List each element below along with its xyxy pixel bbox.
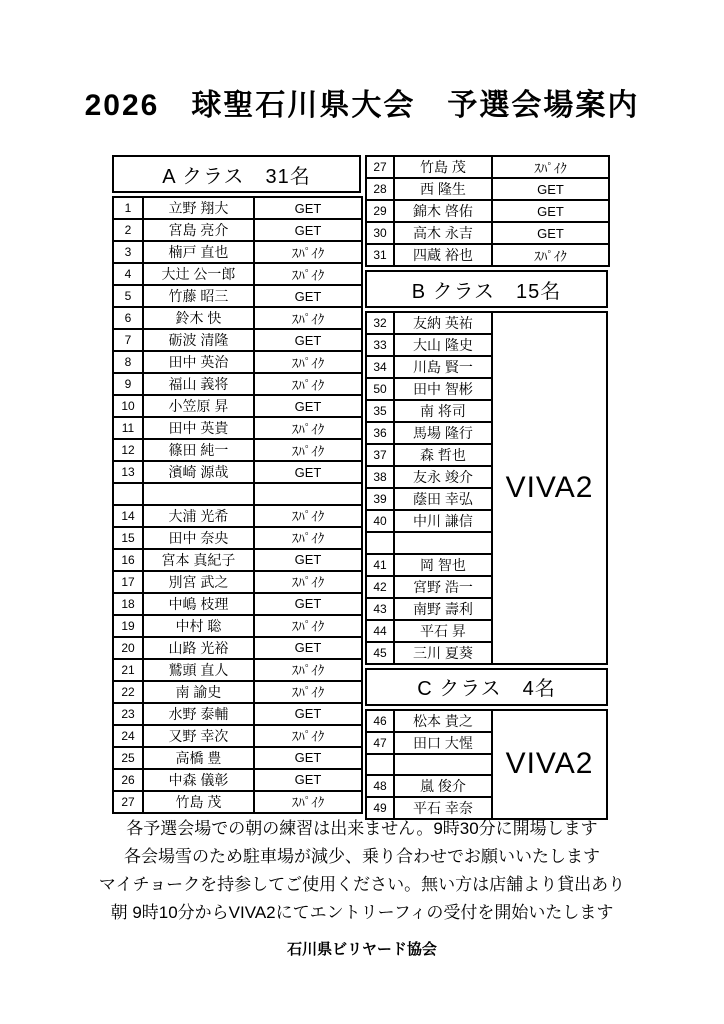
table-row	[366, 576, 492, 598]
table-row	[366, 754, 492, 776]
table-row	[113, 659, 362, 681]
entry-number: 3	[113, 241, 143, 263]
entry-number: 30	[366, 222, 394, 244]
table-row	[366, 620, 492, 642]
entry-number: 21	[113, 659, 143, 681]
entry-number: 49	[366, 797, 394, 819]
table-row	[113, 373, 362, 395]
entry-number: 8	[113, 351, 143, 373]
entry-number: 46	[366, 710, 394, 732]
entry-number: 35	[366, 400, 394, 422]
entry-name	[394, 532, 492, 554]
table-row	[366, 378, 492, 400]
entry-number: 18	[113, 593, 143, 615]
entry-number: 43	[366, 598, 394, 620]
entry-number: 1	[113, 197, 143, 219]
entry-name: 高木 永吉	[394, 222, 492, 244]
entry-number: 41	[366, 554, 394, 576]
table-row	[366, 466, 492, 488]
table-row	[113, 791, 362, 813]
entry-venue: ｽﾊﾟｲｸ	[254, 725, 362, 747]
entry-number: 50	[366, 378, 394, 400]
table-row	[113, 571, 362, 593]
table-row	[113, 769, 362, 791]
entry-venue: ｽﾊﾟｲｸ	[254, 571, 362, 593]
entry-name: 田中 奈央	[143, 527, 254, 549]
notes-block	[0, 815, 724, 927]
table-row	[366, 554, 492, 576]
table-row	[366, 710, 492, 732]
entry-venue: ｽﾊﾟｲｸ	[254, 307, 362, 329]
class-b-table	[365, 311, 493, 665]
entry-venue: GET	[254, 219, 362, 241]
table-row	[366, 156, 609, 178]
entry-name: 西 隆生	[394, 178, 492, 200]
table-row	[113, 483, 362, 505]
entry-number: 32	[366, 312, 394, 334]
class-c-venue-cell: VIVA2	[491, 709, 608, 821]
entry-number: 40	[366, 510, 394, 532]
class-a-column	[112, 155, 361, 814]
table-row	[366, 400, 492, 422]
entry-name: 四蔵 裕也	[394, 244, 492, 266]
table-row	[113, 461, 362, 483]
entry-number: 16	[113, 549, 143, 571]
class-a-header: A クラス 31名	[112, 155, 361, 193]
entry-number: 34	[366, 356, 394, 378]
entry-name: 中嶋 枝理	[143, 593, 254, 615]
entry-number: 20	[113, 637, 143, 659]
entry-name: 別宮 武之	[143, 571, 254, 593]
note-line: 朝 9時10分からVIVA2にてエントリーフィの受付を開始いたします	[110, 903, 614, 922]
entry-name: 南野 壽利	[394, 598, 492, 620]
table-row	[366, 200, 609, 222]
class-b-venue-cell: VIVA2	[491, 311, 608, 665]
table-row	[113, 197, 362, 219]
class-a-table	[112, 196, 363, 814]
entry-number: 39	[366, 488, 394, 510]
entry-number: 47	[366, 732, 394, 754]
venue-tables	[112, 155, 608, 820]
entry-name: 又野 幸次	[143, 725, 254, 747]
table-row	[113, 219, 362, 241]
entry-name: 楠戸 直也	[143, 241, 254, 263]
entry-name: 竹島 茂	[143, 791, 254, 813]
entry-name: 大浦 光希	[143, 505, 254, 527]
table-row	[113, 241, 362, 263]
note-line: 各会場雪のため駐車場が減少、乗り合わせでお願いいたします	[124, 847, 600, 866]
entry-number: 10	[113, 395, 143, 417]
entry-venue: GET	[254, 329, 362, 351]
entry-name: 森 哲也	[394, 444, 492, 466]
entry-number: 44	[366, 620, 394, 642]
table-row	[113, 725, 362, 747]
table-row	[366, 312, 492, 334]
entry-venue: GET	[254, 703, 362, 725]
entry-name: 高橋 豊	[143, 747, 254, 769]
entry-number: 12	[113, 439, 143, 461]
entry-number: 24	[113, 725, 143, 747]
entry-venue: GET	[254, 395, 362, 417]
entry-number: 22	[113, 681, 143, 703]
entry-name: 平石 昇	[394, 620, 492, 642]
entry-name: 田中 英貴	[143, 417, 254, 439]
entry-number: 14	[113, 505, 143, 527]
entry-name: 大辻 公一郎	[143, 263, 254, 285]
entry-name: 南 諭史	[143, 681, 254, 703]
entry-venue: ｽﾊﾟｲｸ	[254, 351, 362, 373]
entry-number: 27	[366, 156, 394, 178]
table-row	[366, 422, 492, 444]
table-row	[366, 222, 609, 244]
table-row	[366, 775, 492, 797]
entry-number: 7	[113, 329, 143, 351]
table-row	[366, 244, 609, 266]
table-row	[366, 642, 492, 664]
entry-number: 4	[113, 263, 143, 285]
entry-name: 山路 光裕	[143, 637, 254, 659]
entry-name: 中川 謙信	[394, 510, 492, 532]
entry-name: 平石 幸奈	[394, 797, 492, 819]
entry-name: 鈴木 快	[143, 307, 254, 329]
entry-venue: ｽﾊﾟｲｸ	[254, 263, 362, 285]
class-c-section	[365, 709, 608, 821]
entry-name: 鷲頭 直人	[143, 659, 254, 681]
note-line: マイチョークを持参してご使用ください。無い方は店舗より貸出あり	[98, 875, 626, 894]
table-row	[113, 439, 362, 461]
table-row	[113, 527, 362, 549]
entry-venue: GET	[492, 178, 609, 200]
class-b-header: B クラス 15名	[365, 270, 608, 308]
entry-number: 29	[366, 200, 394, 222]
entry-number: 37	[366, 444, 394, 466]
entry-venue: GET	[254, 197, 362, 219]
entry-name	[143, 483, 254, 505]
entry-name: 三川 夏葵	[394, 642, 492, 664]
entry-venue: ｽﾊﾟｲｸ	[254, 439, 362, 461]
table-row	[366, 488, 492, 510]
entry-venue: GET	[254, 593, 362, 615]
table-row	[366, 178, 609, 200]
entry-venue: GET	[254, 747, 362, 769]
entry-venue: ｽﾊﾟｲｸ	[492, 156, 609, 178]
entry-number: 23	[113, 703, 143, 725]
entry-name: 水野 泰輔	[143, 703, 254, 725]
table-row	[113, 351, 362, 373]
note-line: 各予選会場での朝の練習は出来ません。9時30分に開場します	[126, 819, 598, 838]
table-row	[366, 444, 492, 466]
entry-venue: GET	[492, 200, 609, 222]
entry-number: 11	[113, 417, 143, 439]
entry-venue: GET	[254, 549, 362, 571]
entry-name: 嵐 俊介	[394, 775, 492, 797]
table-row	[113, 307, 362, 329]
entry-number: 13	[113, 461, 143, 483]
entry-name: 篠田 純一	[143, 439, 254, 461]
entry-number: 6	[113, 307, 143, 329]
table-row	[366, 532, 492, 554]
entry-name: 竹藤 昭三	[143, 285, 254, 307]
entry-number: 25	[113, 747, 143, 769]
entry-name: 宮島 亮介	[143, 219, 254, 241]
entry-venue: GET	[492, 222, 609, 244]
class-c-table	[365, 709, 493, 821]
entry-name: 砺波 清隆	[143, 329, 254, 351]
entry-name: 蔭田 幸弘	[394, 488, 492, 510]
entry-name: 田口 大惺	[394, 732, 492, 754]
entry-number: 36	[366, 422, 394, 444]
table-row	[113, 747, 362, 769]
entry-name: 松本 貴之	[394, 710, 492, 732]
table-row	[113, 285, 362, 307]
entry-name: 濱崎 源哉	[143, 461, 254, 483]
table-row	[113, 593, 362, 615]
entry-name: 竹島 茂	[394, 156, 492, 178]
entry-name	[394, 754, 492, 776]
entry-name: 大山 隆史	[394, 334, 492, 356]
entry-number: 9	[113, 373, 143, 395]
entry-name: 中村 聡	[143, 615, 254, 637]
entry-name: 岡 智也	[394, 554, 492, 576]
entry-name: 友永 竣介	[394, 466, 492, 488]
table-row	[366, 510, 492, 532]
entry-number	[366, 532, 394, 554]
organization-name: 石川県ビリヤード協会	[287, 941, 437, 958]
entry-number: 26	[113, 769, 143, 791]
entry-venue: ｽﾊﾟｲｸ	[254, 681, 362, 703]
table-row	[366, 356, 492, 378]
entry-number: 48	[366, 775, 394, 797]
entry-number: 15	[113, 527, 143, 549]
table-row	[113, 681, 362, 703]
class-b-section	[365, 311, 608, 665]
entry-venue: GET	[254, 461, 362, 483]
entry-venue: GET	[254, 769, 362, 791]
entry-venue: ｽﾊﾟｲｸ	[254, 791, 362, 813]
entry-name: 立野 翔大	[143, 197, 254, 219]
entry-number: 19	[113, 615, 143, 637]
table-row	[113, 263, 362, 285]
entry-name: 田中 英治	[143, 351, 254, 373]
entry-name: 宮野 浩一	[394, 576, 492, 598]
table-row	[113, 395, 362, 417]
entry-name: 友納 英祐	[394, 312, 492, 334]
table-row	[113, 417, 362, 439]
entry-venue: ｽﾊﾟｲｸ	[254, 417, 362, 439]
entry-name: 川島 賢一	[394, 356, 492, 378]
entry-number: 45	[366, 642, 394, 664]
class-c-header: C クラス 4名	[365, 668, 608, 706]
entry-name: 馬場 隆行	[394, 422, 492, 444]
table-row	[113, 505, 362, 527]
entry-venue: ｽﾊﾟｲｸ	[492, 244, 609, 266]
entry-name: 南 将司	[394, 400, 492, 422]
entry-number: 5	[113, 285, 143, 307]
entry-number: 31	[366, 244, 394, 266]
entry-name: 小笠原 昇	[143, 395, 254, 417]
table-row	[366, 598, 492, 620]
entry-name: 錦木 啓佑	[394, 200, 492, 222]
entry-number: 2	[113, 219, 143, 241]
table-row	[366, 334, 492, 356]
table-row	[366, 732, 492, 754]
entry-venue: ｽﾊﾟｲｸ	[254, 659, 362, 681]
entry-venue: GET	[254, 285, 362, 307]
entry-name: 宮本 真紀子	[143, 549, 254, 571]
entry-number	[113, 483, 143, 505]
entry-number: 42	[366, 576, 394, 598]
table-row	[113, 615, 362, 637]
entry-venue: ｽﾊﾟｲｸ	[254, 373, 362, 395]
entry-number: 17	[113, 571, 143, 593]
entry-venue: GET	[254, 637, 362, 659]
entry-number: 27	[113, 791, 143, 813]
entry-number: 33	[366, 334, 394, 356]
page-title: 2026 球聖石川県大会 予選会場案内	[84, 89, 640, 122]
class-a-overflow-table	[365, 155, 610, 267]
table-row	[113, 637, 362, 659]
entry-number: 28	[366, 178, 394, 200]
entry-name: 福山 義将	[143, 373, 254, 395]
entry-name: 田中 智彬	[394, 378, 492, 400]
table-row	[113, 549, 362, 571]
table-row	[113, 329, 362, 351]
entry-number	[366, 754, 394, 776]
entry-venue: ｽﾊﾟｲｸ	[254, 527, 362, 549]
entry-venue: ｽﾊﾟｲｸ	[254, 241, 362, 263]
entry-venue	[254, 483, 362, 505]
table-row	[113, 703, 362, 725]
entry-venue: ｽﾊﾟｲｸ	[254, 505, 362, 527]
class-bc-column	[365, 155, 608, 820]
entry-venue: ｽﾊﾟｲｸ	[254, 615, 362, 637]
entry-name: 中森 儀彰	[143, 769, 254, 791]
entry-number: 38	[366, 466, 394, 488]
